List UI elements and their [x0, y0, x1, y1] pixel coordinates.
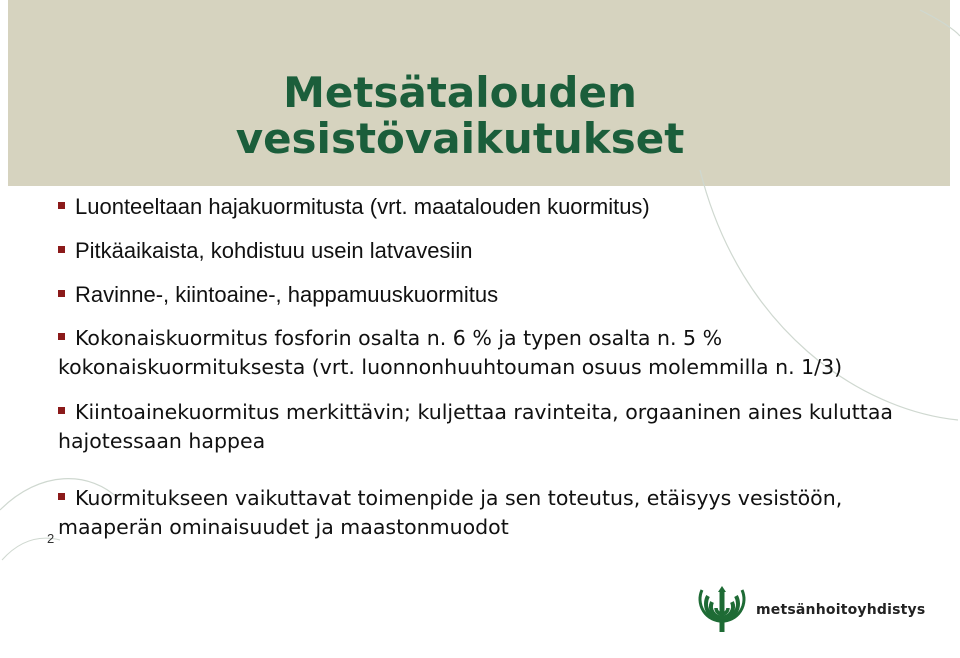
page-number: 2	[47, 531, 55, 546]
bullet-item: Kokonaiskuormitus fosforin osalta n. 6 % ja typen osalta n. 5 % kokonaiskuormituksesta (vrt. luonnonhuuhtouman osuus molemmilla n. 1/3)	[58, 326, 843, 379]
bullet-item: Kuormitukseen vaikuttavat toimenpide ja sen toteutus, etäisyys vesistöön, maaperän ominaisuudet ja maastonmuodot	[58, 486, 843, 539]
logo-text: metsänhoitoyhdistys	[756, 602, 926, 618]
title-line-2: vesistövaikutukset	[235, 114, 685, 163]
bullet-square-icon	[58, 290, 65, 297]
bullet-item: Luonteeltaan hajakuormitusta (vrt. maatalouden kuormitus)	[58, 192, 938, 221]
bullet-item: Ravinne-, kiintoaine-, happamuuskuormitus	[58, 280, 938, 309]
bullet-square-icon	[58, 202, 65, 209]
bullet-square-icon	[58, 246, 65, 253]
bullet-item: Pitkäaikaista, kohdistuu usein latvavesiin	[58, 236, 938, 265]
bullet-square-icon	[58, 493, 65, 500]
bullet-item: Kiintoainekuormitus merkittävin; kuljettaa ravinteita, orgaaninen aines kuluttaa hajotessaan happea	[58, 400, 893, 453]
bullet-square-icon	[58, 333, 65, 340]
tree-rings-logo-icon	[698, 582, 746, 636]
bullet-list	[58, 186, 938, 542]
title-line-1: Metsätalouden	[283, 68, 637, 117]
bullet-square-icon	[58, 407, 65, 414]
logo	[698, 580, 938, 640]
slide-title	[0, 70, 920, 162]
